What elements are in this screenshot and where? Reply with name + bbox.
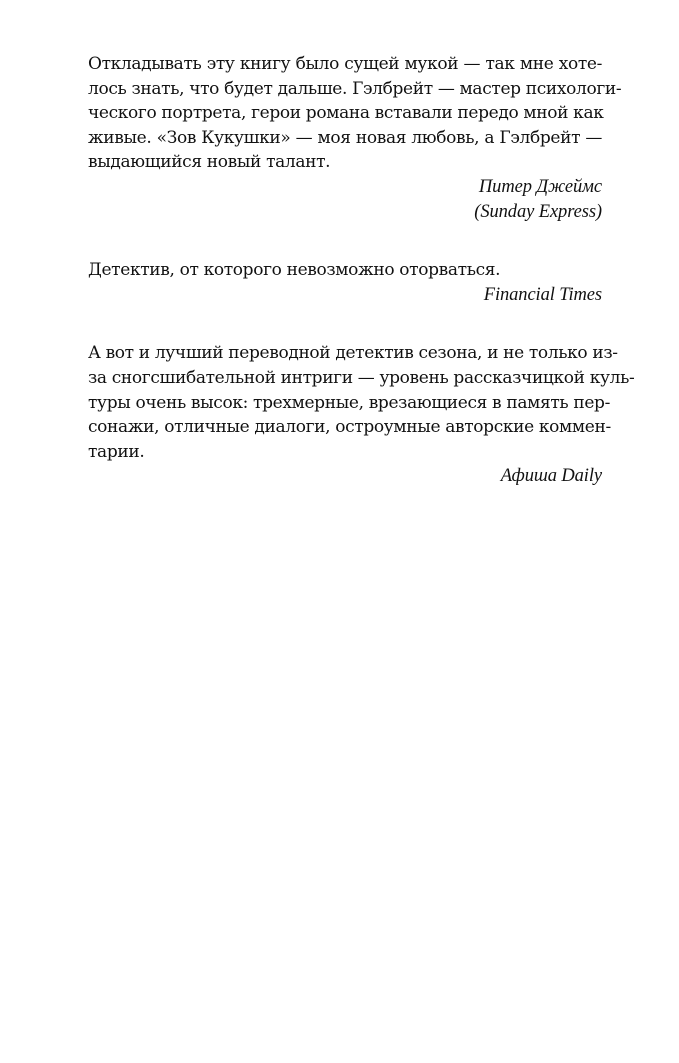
review-author: Питер Джеймс xyxy=(478,176,602,197)
review-afisha-daily xyxy=(88,341,635,489)
review-text-line: ческого портрета, герои романа вставали передо мной как xyxy=(88,103,604,124)
review-text-line: А вот и лучший переводной детектив сезона, и не только из- xyxy=(88,343,618,364)
review-source: Афиша Daily xyxy=(500,466,602,487)
review-text-line: выдающийся новый талант. xyxy=(88,152,331,173)
review-source: (Sunday Express) xyxy=(474,201,602,222)
page xyxy=(88,52,635,489)
review-text-line: Откладывать эту книгу было сущей мукой — так мне хоте- xyxy=(88,54,602,74)
review-text-line: живые. «Зов Кукушки» — моя новая любовь, а Гэлбрейт — xyxy=(88,127,602,148)
review-text-line: за сногсшибательной интриги — уровень рассказчицкой куль- xyxy=(88,367,635,388)
review-text-line: Детектив, от которого невозможно оторваться. xyxy=(88,260,501,281)
review-text-line: тарии. xyxy=(88,441,145,462)
review-text-line: лось знать, что будет дальше. Гэлбрейт — мастер психологи- xyxy=(88,78,622,99)
review-source: Financial Times xyxy=(483,284,602,305)
review-financial-times xyxy=(88,258,602,307)
review-text-line: сонажи, отличные диалоги, остроумные авторские коммен- xyxy=(88,417,611,438)
review-text-line: туры очень высок: трехмерные, врезающиеся в память пер- xyxy=(88,392,610,413)
review-peter-james xyxy=(88,52,622,224)
